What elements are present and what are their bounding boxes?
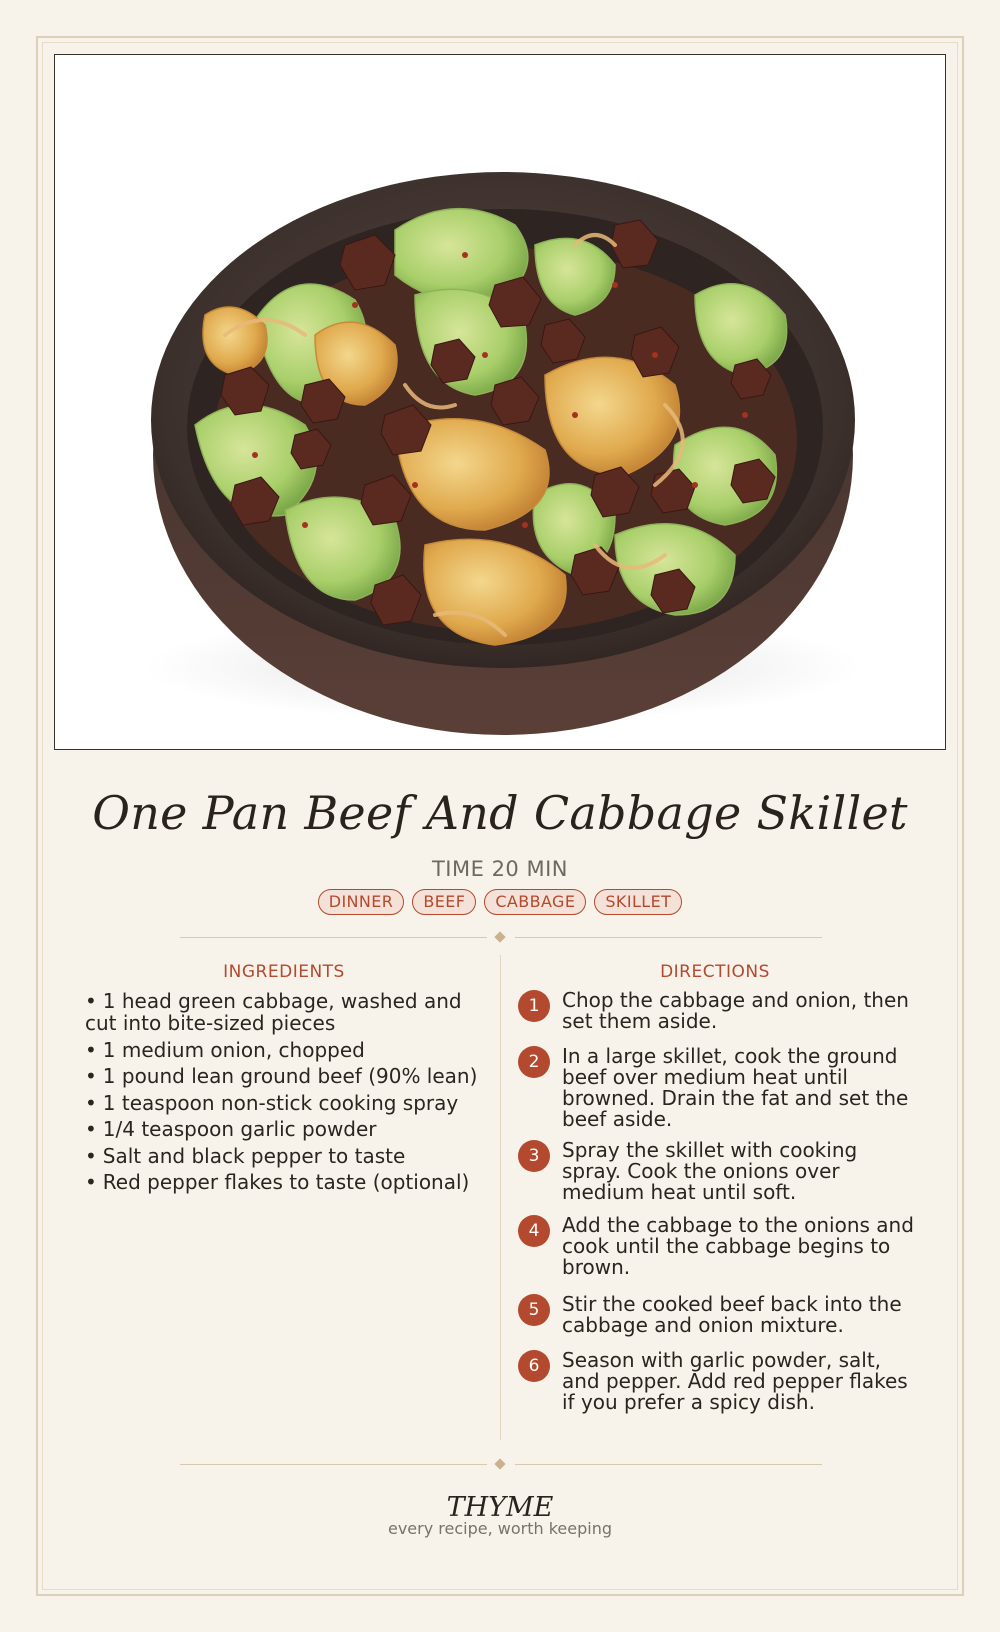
direction-step [518,990,918,1046]
ingredient-text: 1 head green cabbage, washed and cut into bite-sized pieces [85,989,462,1035]
ingredient-item [85,1118,485,1140]
bottom-divider [180,1459,822,1471]
step-number-badge: 1 [518,990,550,1022]
bullet-icon: • [85,1037,97,1062]
ingredient-item [85,1039,485,1061]
divider-line-left [180,1464,487,1465]
bullet-icon: • [85,1170,97,1194]
tag-cabbage[interactable]: CABBAGE [484,889,586,915]
divider-line-right [515,937,822,938]
step-number-badge: 5 [518,1294,550,1326]
divider-diamond-icon [494,1458,505,1469]
tag-beef[interactable]: BEEF [412,889,476,915]
bullet-icon: • [85,1064,97,1088]
ingredient-item [85,1065,485,1087]
direction-step [518,1350,918,1420]
brand-logo: THYME [446,1492,554,1523]
step-text: In a large skillet, cook the ground beef over medium heat until browned. Drain the fat and set the beef aside. [562,1044,909,1131]
ingredient-text: 1/4 teaspoon garlic powder [102,1117,377,1141]
ingredients-list [85,990,485,1198]
tag-dinner[interactable]: DINNER [318,889,405,915]
recipe-photo [54,54,946,750]
step-number-badge: 4 [518,1215,550,1247]
step-text: Season with garlic powder, salt, and pepper. Add red pepper flakes if you prefer a spicy dish. [562,1348,908,1414]
direction-step [518,1046,918,1140]
column-divider [500,955,501,1440]
step-number-badge: 2 [518,1046,550,1078]
divider-line-right [515,1464,822,1465]
recipe-title: One Pan Beef And Cabbage Skillet [92,786,908,840]
directions-heading: DIRECTIONS [660,962,770,982]
step-text: Add the cabbage to the onions and cook until the cabbage begins to brown. [562,1213,914,1279]
step-number-badge: 3 [518,1140,550,1172]
step-text: Chop the cabbage and onion, then set them aside. [562,988,909,1033]
ingredient-text: Red pepper flakes to taste (optional) [102,1170,470,1194]
skillet-illustration [55,55,946,750]
divider-line-left [180,937,487,938]
ingredient-item [85,990,485,1034]
cook-time: TIME 20 MIN [431,857,568,881]
direction-step [518,1215,918,1294]
tag-skillet[interactable]: SKILLET [594,889,682,915]
step-text: Stir the cooked beef back into the cabbage and onion mixture. [562,1292,902,1337]
directions-list [518,990,918,1420]
divider-diamond-icon [494,931,505,942]
bullet-icon: • [85,989,97,1013]
ingredient-item [85,1171,485,1193]
direction-step [518,1140,918,1215]
brand-tagline: every recipe, worth keeping [387,1519,612,1538]
step-text: Spray the skillet with cooking spray. Cook the onions over medium heat until soft. [562,1138,858,1204]
top-divider [180,932,822,944]
ingredient-item [85,1145,485,1167]
ingredient-text: Salt and black pepper to taste [102,1143,406,1168]
ingredient-text: 1 teaspoon non-stick cooking spray [102,1090,459,1115]
bullet-icon: • [85,1090,97,1115]
ingredient-text: 1 medium onion, chopped [102,1037,365,1062]
direction-step [518,1294,918,1350]
step-number-badge: 6 [518,1350,550,1382]
ingredient-item [85,1092,485,1114]
tag-list [54,889,946,915]
bullet-icon: • [85,1143,97,1168]
bullet-icon: • [85,1117,97,1141]
ingredients-heading: INGREDIENTS [223,962,345,982]
ingredient-text: 1 pound lean ground beef (90% lean) [102,1064,478,1088]
